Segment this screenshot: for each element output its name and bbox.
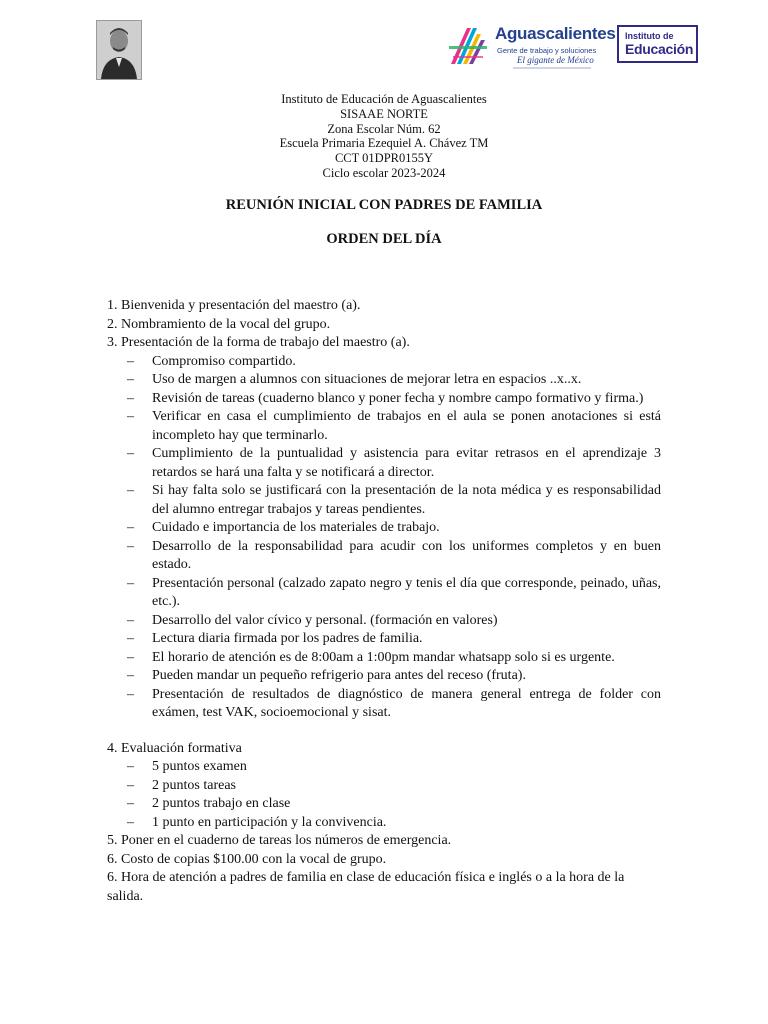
header-line: SISAAE NORTE bbox=[340, 106, 428, 121]
subitem-text: Desarrollo de la responsabilidad para acudir con los uniformes completos y en buen estado. bbox=[152, 538, 661, 572]
agenda-item: 6. Costo de copias $100.00 con la vocal de grupo. bbox=[107, 851, 387, 867]
subitem-text: 2 puntos tareas bbox=[152, 777, 236, 793]
dash-bullet: – bbox=[127, 483, 134, 498]
agenda-subitem bbox=[107, 390, 661, 409]
dash-bullet: – bbox=[127, 409, 134, 424]
subitem-text: Compromiso compartido. bbox=[152, 353, 296, 369]
agenda-subitem bbox=[107, 649, 661, 668]
agenda-subitem bbox=[107, 612, 661, 631]
dash-bullet: – bbox=[127, 353, 134, 369]
agenda-subitem bbox=[107, 575, 661, 612]
aguascalientes-mark-icon bbox=[447, 24, 489, 68]
header-line: Ciclo escolar 2023-2024 bbox=[322, 165, 446, 180]
subitem-text: 1 punto en participación y la convivencia. bbox=[152, 814, 387, 830]
header-line: CCT 01DPR0155Y bbox=[334, 151, 434, 166]
subitem-text: Pueden mandar un pequeño refrigerio para antes del receso (fruta). bbox=[152, 668, 526, 683]
subitem-text: Desarrollo del valor cívico y personal. (formación en valores) bbox=[152, 612, 498, 628]
spacer bbox=[107, 723, 661, 740]
agenda-subitems bbox=[107, 353, 661, 723]
document-header bbox=[0, 92, 768, 181]
dash-bullet: – bbox=[127, 390, 134, 406]
dash-bullet: – bbox=[127, 631, 134, 646]
subitem-text: Si hay falta solo se justificará con la presentación de la nota médica y es responsabilidad del alumno entregar trabajos y tareas pendientes. bbox=[152, 483, 661, 517]
agenda-subitem bbox=[107, 777, 661, 796]
agenda-subitem bbox=[107, 371, 661, 390]
agenda-subitem bbox=[107, 758, 661, 777]
ie-logo-line1: Instituto de bbox=[625, 31, 674, 41]
aguascalientes-logo bbox=[447, 22, 616, 70]
agenda-subitem bbox=[107, 482, 661, 519]
subitem-text: Uso de margen a alumnos con situaciones de mejorar letra en espacios ..x..x. bbox=[152, 372, 582, 387]
subitem-text: 5 puntos examen bbox=[152, 759, 247, 774]
dash-bullet: – bbox=[127, 446, 134, 461]
aguascalientes-tagline: Gente de trabajo y soluciones bbox=[497, 46, 597, 55]
document-subtitle: ORDEN DEL DÍA bbox=[326, 231, 442, 247]
agenda-subitem bbox=[107, 538, 661, 575]
agenda-item: 1. Bienvenida y presentación del maestro (a). bbox=[107, 298, 361, 313]
dash-bullet: – bbox=[127, 575, 134, 591]
agenda-item: 5. Poner en el cuaderno de tareas los números de emergencia. bbox=[107, 833, 452, 848]
ie-logo-line2: Educación bbox=[625, 41, 694, 57]
subitem-text: 2 puntos trabajo en clase bbox=[152, 796, 291, 811]
subitem-text: Revisión de tareas (cuaderno blanco y poner fecha y nombre campo formativo y firma.) bbox=[152, 390, 644, 406]
dash-bullet: – bbox=[127, 796, 134, 811]
subitem-text: Lectura diaria firmada por los padres de familia. bbox=[152, 631, 423, 646]
dash-bullet: – bbox=[127, 520, 134, 535]
agenda-list bbox=[107, 297, 661, 906]
agenda-item: 6. Hora de atención a padres de familia en clase de educación física e inglés o a la hora de la salida. bbox=[107, 870, 625, 904]
agenda-subitem bbox=[107, 795, 661, 814]
agenda-item: 4. Evaluación formativa bbox=[107, 740, 242, 756]
subitem-text: El horario de atención es de 8:00am a 1:00pm mandar whatsapp solo si es urgente. bbox=[152, 649, 615, 665]
agenda-subitem bbox=[107, 445, 661, 482]
header-line: Zona Escolar Núm. 62 bbox=[327, 121, 441, 136]
dash-bullet: – bbox=[127, 814, 134, 830]
dash-bullet: – bbox=[127, 668, 134, 683]
agenda-subitems bbox=[107, 758, 661, 832]
portrait-figure bbox=[97, 21, 141, 79]
agenda-subitem bbox=[107, 814, 661, 833]
header-line: Instituto de Educación de Aguascalientes bbox=[281, 92, 487, 106]
agenda-item: 2. Nombramiento de la vocal del grupo. bbox=[107, 316, 331, 332]
aguascalientes-slogan: El gigante de México bbox=[517, 55, 594, 65]
aguascalientes-name: Aguascalientes bbox=[495, 24, 616, 43]
agenda-subitem bbox=[107, 667, 661, 686]
subitem-text: Cumplimiento de la puntualidad y asistencia para evitar retrasos en el aprendizaje 3 retardos se hará una falta y se notificará a director. bbox=[152, 446, 661, 480]
dash-bullet: – bbox=[127, 372, 134, 387]
dash-bullet: – bbox=[127, 777, 134, 793]
portrait-photo bbox=[96, 20, 142, 80]
agenda-subitem bbox=[107, 630, 661, 649]
subitem-text: Cuidado e importancia de los materiales de trabajo. bbox=[152, 520, 440, 535]
dash-bullet: – bbox=[127, 686, 134, 702]
agenda-item: 3. Presentación de la forma de trabajo del maestro (a). bbox=[107, 335, 410, 350]
dash-bullet: – bbox=[127, 759, 134, 774]
instituto-educacion-logo bbox=[617, 25, 698, 63]
dash-bullet: – bbox=[127, 538, 134, 554]
subitem-text: Presentación personal (calzado zapato negro y tenis el día que corresponde, peinado, uñas, etc.). bbox=[152, 575, 661, 609]
subitem-text: Presentación de resultados de diagnóstico de manera general entrega de folder con exámen, test VAK, socioemocional y sisat. bbox=[152, 686, 661, 720]
dash-bullet: – bbox=[127, 649, 134, 665]
dash-bullet: – bbox=[127, 612, 134, 628]
agenda-subitem bbox=[107, 686, 661, 723]
agenda-subitem bbox=[107, 519, 661, 538]
header-line: Escuela Primaria Ezequiel A. Chávez TM bbox=[279, 136, 489, 151]
document-title: REUNIÓN INICIAL CON PADRES DE FAMILIA bbox=[225, 197, 543, 213]
agenda-subitem bbox=[107, 353, 661, 372]
subitem-text: Verificar en casa el cumplimiento de trabajos en el aula se ponen anotaciones si está incompleto hay que terminarlo. bbox=[152, 409, 661, 443]
aguascalientes-fine-print bbox=[513, 67, 591, 69]
agenda-subitem bbox=[107, 408, 661, 445]
